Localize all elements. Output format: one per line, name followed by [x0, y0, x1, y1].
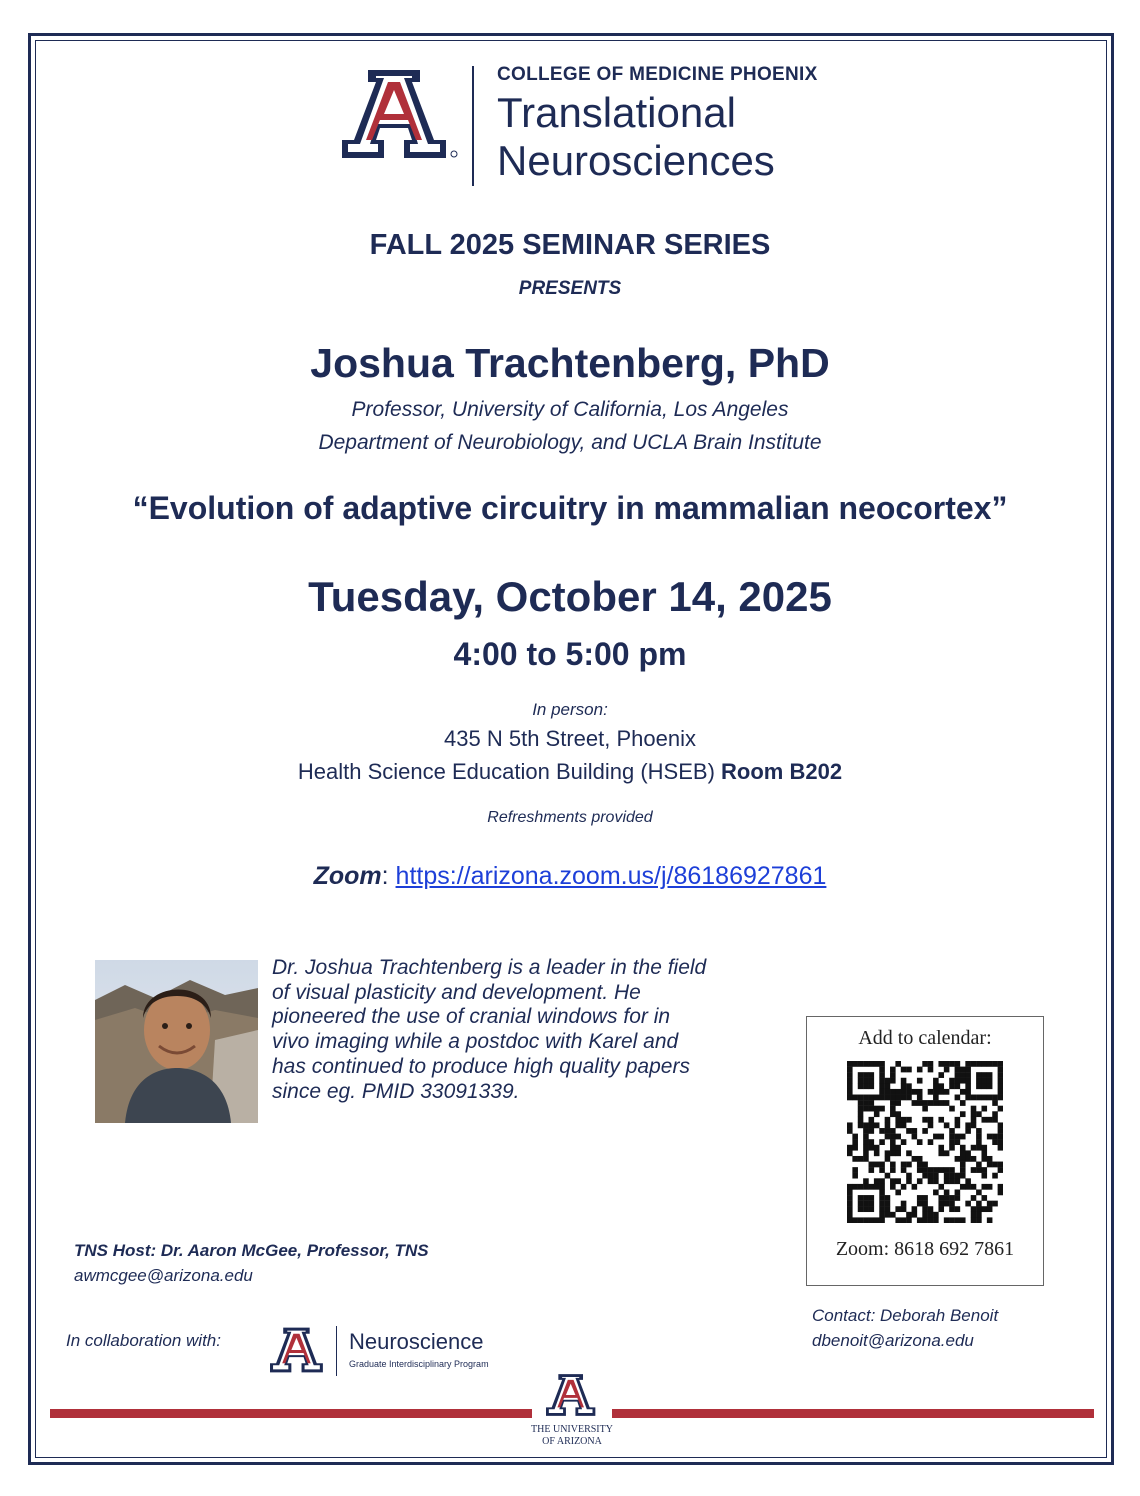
neuroscience-divider [336, 1326, 337, 1376]
calendar-box [806, 1016, 1044, 1286]
event-time: 4:00 to 5:00 pm [453, 636, 687, 672]
calendar-zoom-id: Zoom: 8618 692 7861 [835, 1238, 1015, 1260]
calendar-title: Add to calendar: [858, 1027, 992, 1049]
host-line: TNS Host: Dr. Aaron McGee, Professor, TNS [74, 1241, 429, 1260]
refreshments-note: Refreshments provided [487, 809, 653, 826]
presents-label: PRESENTS [518, 278, 622, 299]
series-title: FALL 2025 SEMINAR SERIES [369, 229, 771, 261]
footer-red-bar-right [612, 1409, 1094, 1418]
qr-code-icon[interactable] [847, 1061, 1003, 1223]
zoom-label: Zoom [313, 862, 382, 890]
speaker-affiliation-2: Department of Neurobiology, and UCLA Brain Institute [318, 431, 822, 454]
university-a-logo [546, 1370, 602, 1420]
neuroscience-a-logo [270, 1326, 330, 1374]
department-line-2: Neurosciences [497, 137, 775, 184]
zoom-line [0, 862, 1140, 891]
building-name: Health Science Education Building (HSEB) [297, 759, 722, 784]
university-name-line-2: OF ARIZONA [542, 1436, 602, 1447]
footer-red-bar-left [50, 1409, 532, 1418]
department-line-1: Translational [497, 89, 736, 136]
event-date: Tuesday, October 14, 2025 [308, 573, 832, 620]
header-divider [472, 66, 474, 186]
building-room [0, 759, 1140, 785]
speaker-photo [95, 960, 258, 1123]
speaker-name: Joshua Trachtenberg, PhD [310, 340, 830, 386]
college-name: COLLEGE OF MEDICINE PHOENIX [497, 64, 818, 85]
contact-email[interactable]: dbenoit@arizona.edu [812, 1331, 974, 1350]
university-name-line-1: THE UNIVERSITY [531, 1424, 613, 1435]
street-address: 435 N 5th Street, Phoenix [444, 726, 696, 751]
room-number: Room B202 [721, 759, 843, 784]
contact-line: Contact: Deborah Benoit [812, 1306, 999, 1325]
talk-title: “Evolution of adaptive circuitry in mammalian neocortex” [132, 490, 1008, 526]
speaker-bio: Dr. Joshua Trachtenberg is a leader in the field of visual plasticity and development. He pioneered the use of cranial windows for in vivo imaging while a postdoc with Karel and has continued to produce high quality papers since eg. PMID 33091339. [272, 956, 707, 1103]
arizona-a-logo [342, 68, 460, 160]
neuroscience-program-name: Neuroscience [349, 1329, 484, 1354]
zoom-separator: : [381, 862, 396, 890]
speaker-affiliation-1: Professor, University of California, Los Angeles [351, 398, 789, 421]
in-person-label: In person: [532, 700, 608, 719]
host-email[interactable]: awmcgee@arizona.edu [74, 1266, 253, 1285]
neuroscience-program-sub: Graduate Interdisciplinary Program [349, 1359, 489, 1369]
collaboration-label: In collaboration with: [66, 1331, 221, 1350]
zoom-link[interactable]: https://arizona.zoom.us/j/86186927861 [395, 862, 827, 890]
